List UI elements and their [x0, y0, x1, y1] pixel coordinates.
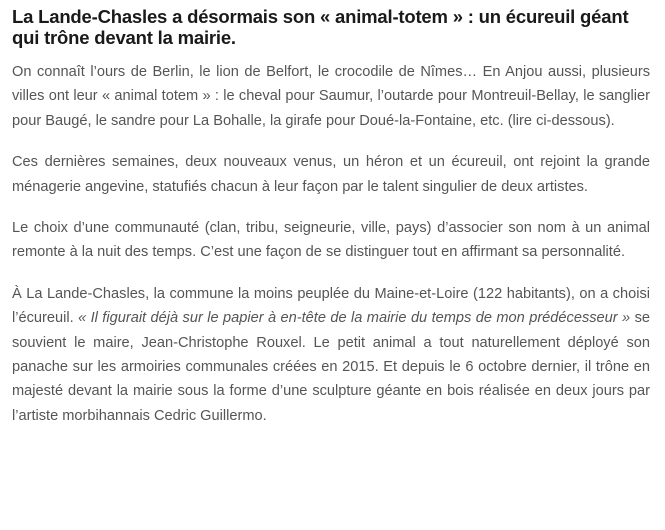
article-headline: La Lande-Chasles a désormais son « animal-totem » : un écureuil géant qui trône devant la mairie. — [12, 6, 629, 48]
article-paragraph-1: On connaît l’ours de Berlin, le lion de Belfort, le crocodile de Nîmes… En Anjou aussi, plusieurs villes ont leur « animal totem » : le cheval pour Saumur, l’outarde pour Montreuil-Bellay, le sanglier pour Baugé, le sandre pour La Bohalle, la girafe pour Doué-la-Fontaine, etc. (lire ci-dessous). — [12, 64, 650, 129]
article-paragraph-4 — [12, 282, 650, 428]
article-paragraph-3: Le choix d’une communauté (clan, tribu, seigneurie, ville, pays) d’associer son nom à un animal remonte à la nuit des temps. C’est une façon de se distinguer tout en affirmant sa personnalité. — [12, 220, 650, 261]
paragraph-4-rest: se souvient le maire, Jean-Christophe Rouxel. Le petit animal a tout naturellement déployé son panache sur les armoiries communales créées en 2015. Et depuis le 6 octobre dernier, il trône en majesté devant la mairie sous la forme d’une sculpture géante en bois réalisée en deux jours par l’artiste morbihannais Cedric Guillermo. — [12, 310, 651, 424]
paragraph-4-intro: À La Lande-Chasles, la commune la moins peuplée du Maine-et-Loire (122 habitants), on a choisi l’écureuil. — [12, 285, 650, 327]
mayor-quote: « Il figurait déjà sur le papier à en-tête de la mairie du temps de mon prédécesseur » — [78, 310, 631, 327]
article — [12, 6, 650, 445]
article-paragraph-2: Ces dernières semaines, deux nouveaux venus, un héron et un écureuil, ont rejoint la grande ménagerie angevine, statufiés chacun à leur façon par le talent singulier de deux artistes. — [12, 154, 650, 195]
